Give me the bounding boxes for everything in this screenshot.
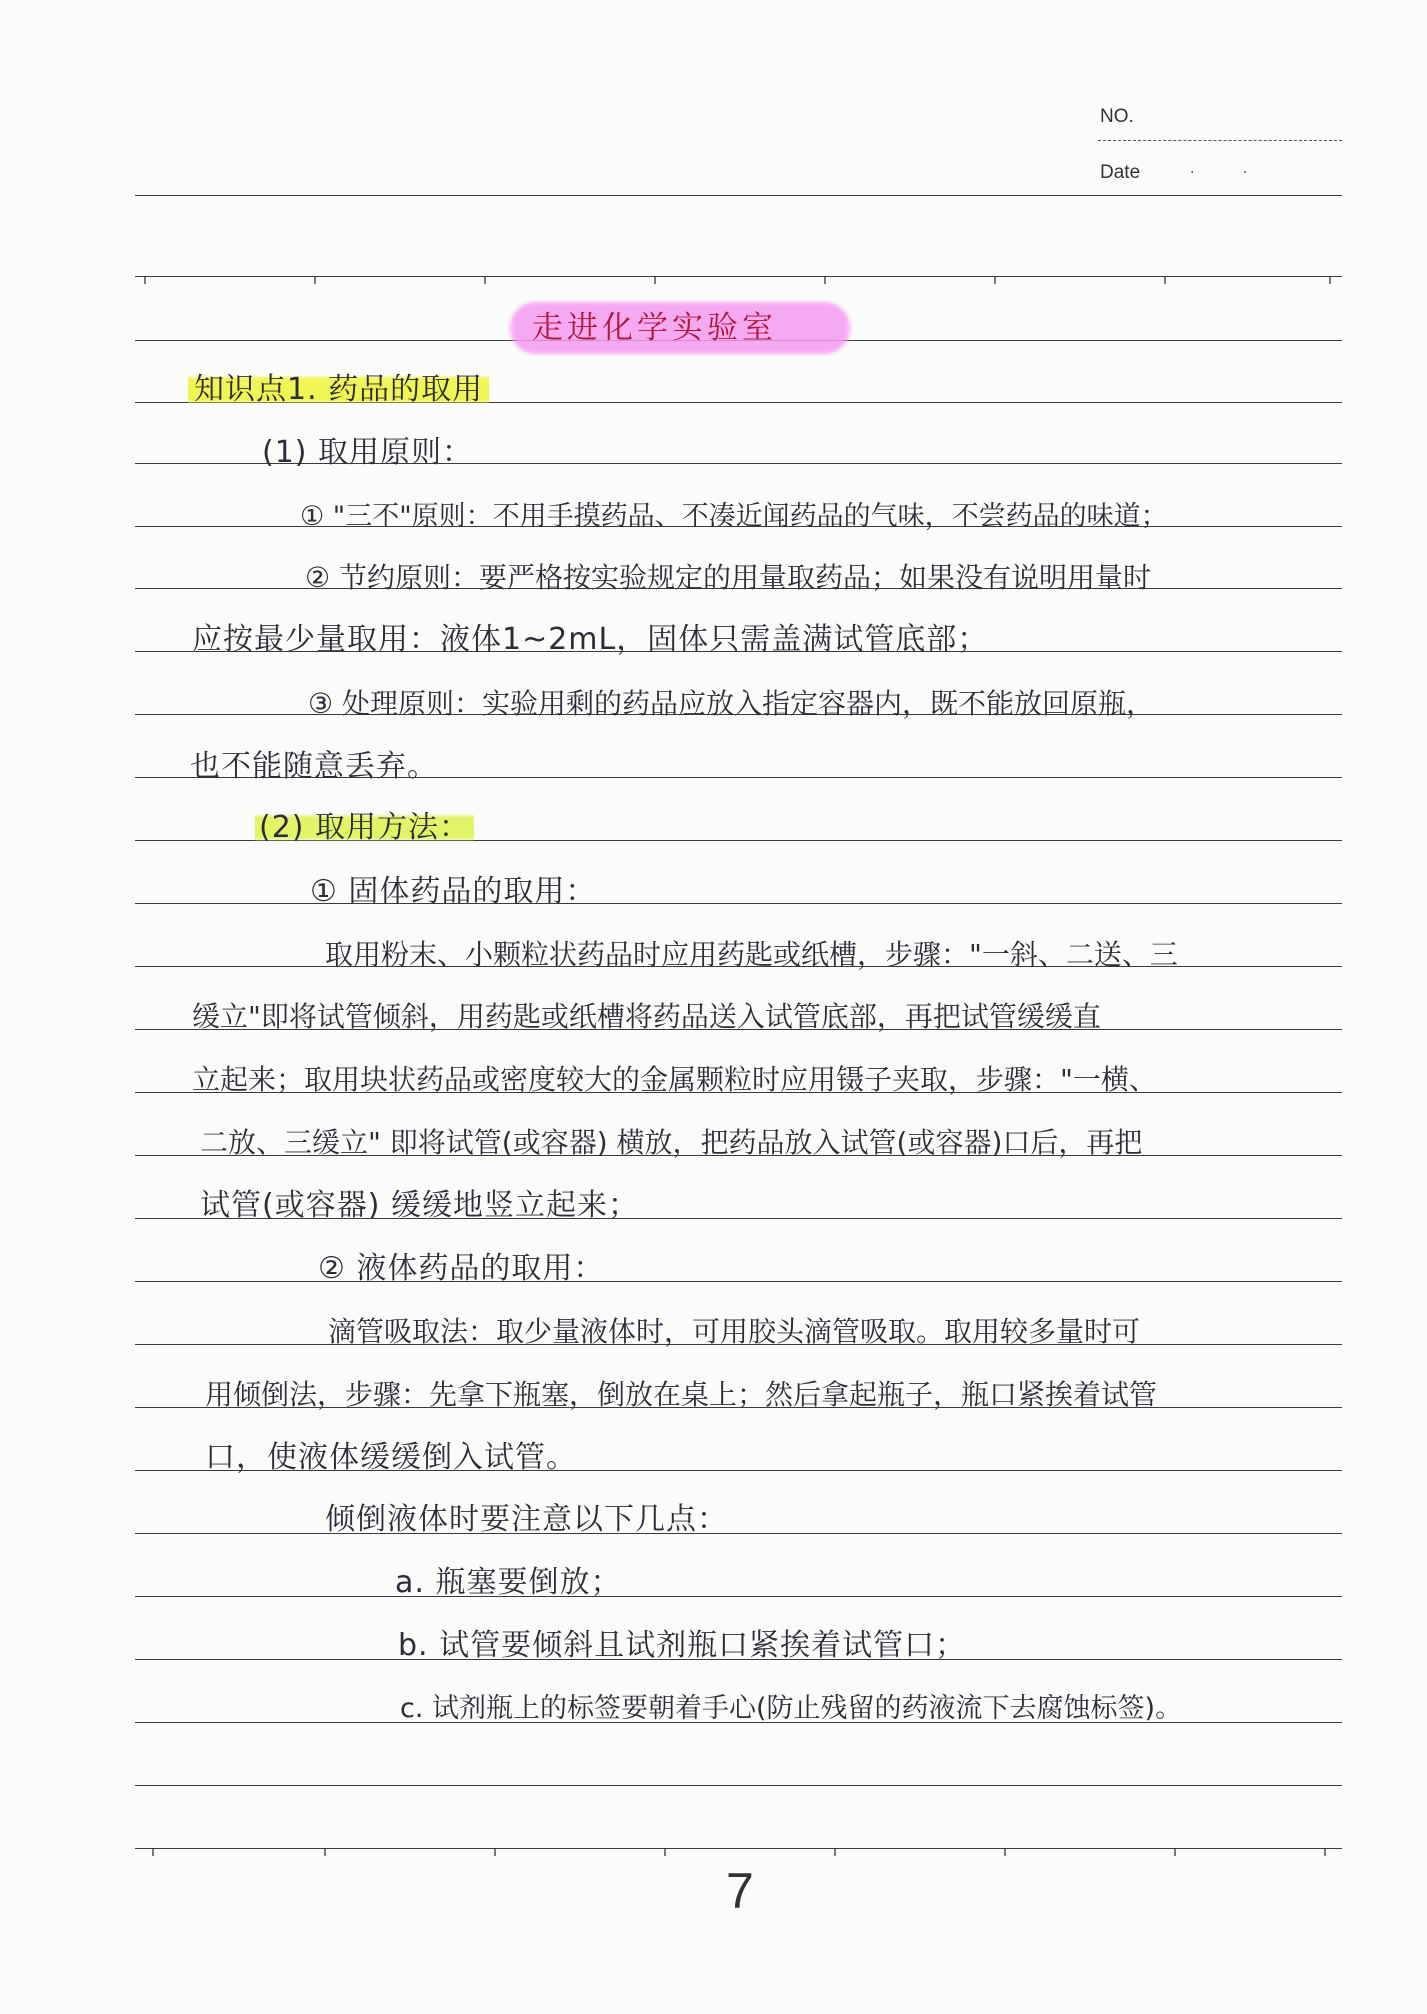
note-line: ② 液体药品的取用： <box>318 1251 605 1286</box>
ruled-line <box>135 1785 1342 1786</box>
ruled-line <box>135 1596 1342 1597</box>
note-line: 立起来；取用块状药品或密度较大的金属颗粒时应用镊子夹取，步骤："一横、 <box>192 1063 1157 1096</box>
page-title <box>510 296 850 360</box>
note-line: 倾倒液体时要注意以下几点： <box>325 1502 728 1537</box>
note-line: ① "三不"原则：不用手摸药品、不凑近闻药品的气味，不尝药品的味道； <box>300 501 1168 532</box>
page-number: 7 <box>726 1863 754 1919</box>
note-line: ② 节约原则：要严格按实验规定的用量取药品；如果没有说明用量时 <box>305 561 1152 594</box>
ruled-line <box>135 195 1342 196</box>
page-title-text: 走进化学实验室 <box>532 310 777 346</box>
note-line: ③ 处理原则：实验用剩的药品应放入指定容器内，既不能放回原瓶， <box>308 687 1155 720</box>
note-line: 取用粉末、小颗粒状药品时应用药匙或纸槽，步骤："一斜、二送、三 <box>325 938 1178 971</box>
note-line: 滴管吸取法：取少量液体时，可用胶头滴管吸取。取用较多量时可 <box>328 1315 1141 1348</box>
note-line: 口，使液体缓缓倒入试管。 <box>205 1440 577 1475</box>
note-line: 也不能随意丢弃。 <box>190 749 438 784</box>
ruled-line <box>135 1533 1342 1534</box>
bottom-border-ticks <box>135 1849 1342 1857</box>
note-line: 缓立"即将试管倾斜，用药匙或纸槽将药品送入试管底部，再把试管缓缓直 <box>192 1000 1101 1033</box>
subheading-methods-text: (2) 取用方法： <box>255 810 474 845</box>
note-line: a. 瓶塞要倒放； <box>395 1565 622 1600</box>
note-line: ① 固体药品的取用： <box>310 874 597 909</box>
section-heading-text: 知识点1. 药品的取用 <box>188 372 489 407</box>
subheading-principles: (1) 取用原则： <box>262 435 474 470</box>
section-heading <box>188 370 489 410</box>
note-line: 二放、三缓立" 即将试管(或容器) 横放，把药品放入试管(或容器)口后，再把 <box>200 1126 1143 1159</box>
note-line: b. 试管要倾斜且试剂瓶口紧挨着试管口； <box>398 1628 967 1663</box>
note-line: 试管(或容器) 缓缓地竖立起来； <box>200 1188 639 1223</box>
top-border-ticks <box>135 277 1342 285</box>
date-dots: . . <box>1190 160 1270 177</box>
note-line: 应按最少量取用：液体1~2mL，固体只需盖满试管底部； <box>192 622 989 657</box>
note-line: 用倾倒法，步骤：先拿下瓶塞，倒放在桌上；然后拿起瓶子，瓶口紧挨着试管 <box>205 1378 1158 1411</box>
no-label: NO. <box>1100 106 1134 127</box>
date-label: Date <box>1100 162 1141 183</box>
subheading-methods <box>255 808 474 848</box>
no-dashed-line <box>1098 140 1342 141</box>
ruled-line <box>135 1281 1342 1282</box>
note-line: c. 试剂瓶上的标签要朝着手心(防止残留的药液流下去腐蚀标签)。 <box>400 1693 1183 1724</box>
